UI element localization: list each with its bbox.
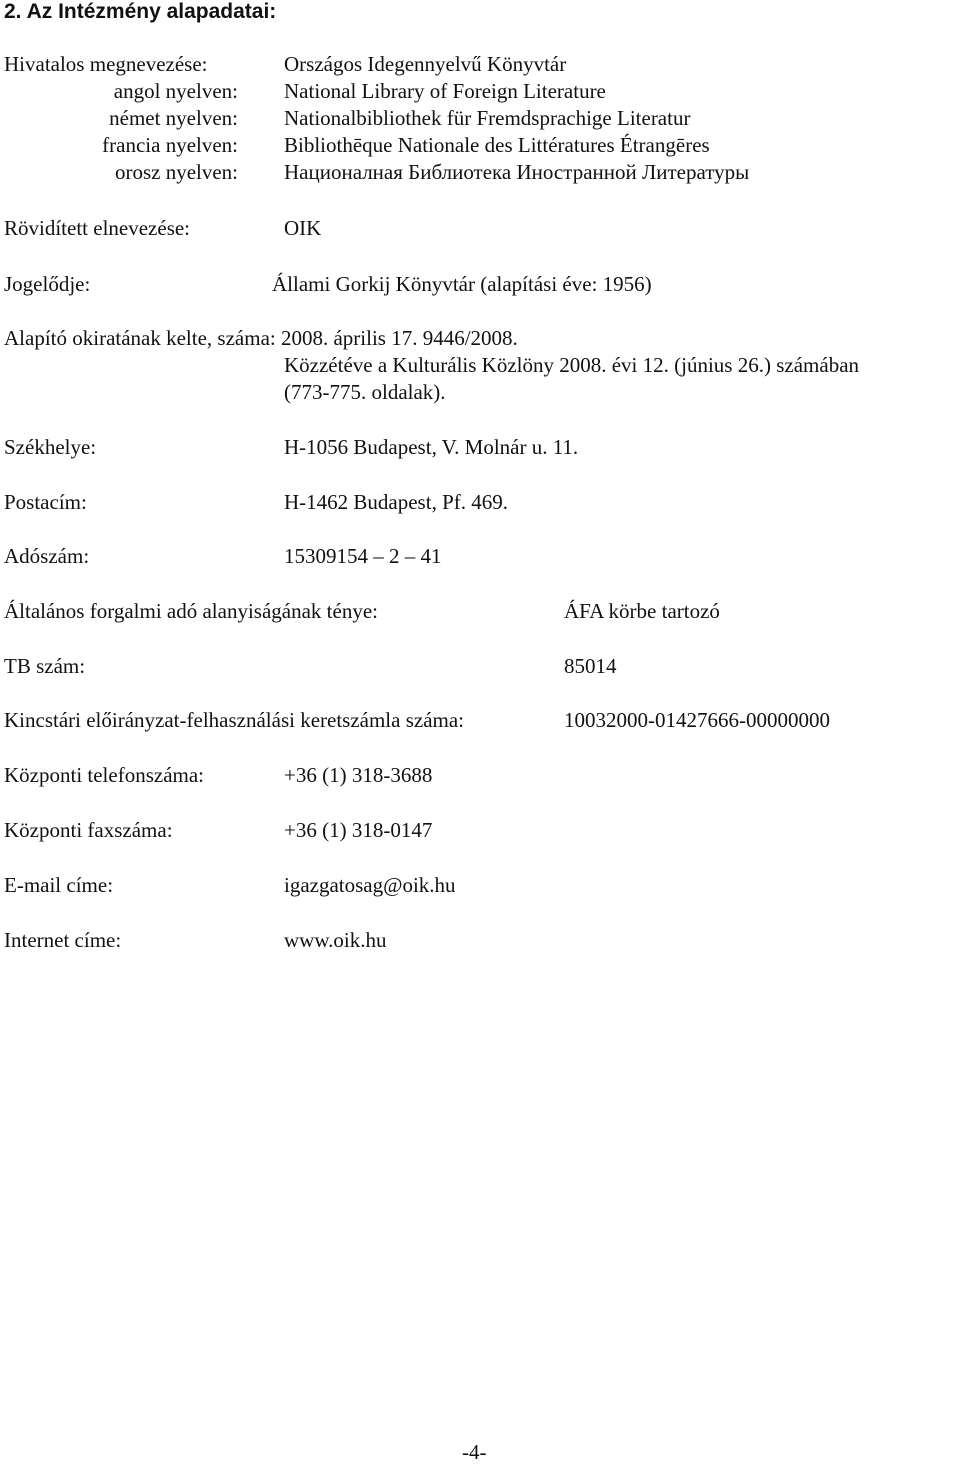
website-value[interactable]: www.oik.hu (284, 928, 387, 952)
tb-number-value: 85014 (564, 654, 617, 678)
fax-value: +36 (1) 318-0147 (284, 818, 433, 842)
tb-number-label: TB szám: (4, 654, 86, 678)
official-name-value: Országos Idegennyelvű Könyvtár (284, 52, 567, 76)
seat-label: Székhelye: (4, 435, 97, 459)
postal-value: H-1462 Budapest, Pf. 469. (284, 490, 508, 514)
email-label: E-mail címe: (4, 873, 114, 897)
treasury-account-value: 10032000-01427666-00000000 (564, 708, 830, 732)
email-value[interactable]: igazgatosag@oik.hu (284, 873, 456, 897)
german-name-value: Nationalbibliothek für Fremdsprachige Literatur (284, 106, 691, 130)
tax-number-label: Adószám: (4, 544, 90, 568)
fax-label: Központi faxszáma: (4, 818, 173, 842)
predecessor-value: Állami Gorkij Könyvtár (alapítási éve: 1956) (272, 272, 652, 296)
section-title: 2. Az Intézmény alapadatai: (4, 0, 277, 23)
predecessor-label: Jogelődje: (4, 272, 91, 296)
tax-number-value: 15309154 – 2 – 41 (284, 544, 442, 568)
english-name-value: National Library of Foreign Literature (284, 79, 606, 103)
english-name-label: angol nyelven: (113, 79, 238, 103)
seat-value: H-1056 Budapest, V. Molnár u. 11. (284, 435, 579, 459)
short-name-value: OIK (284, 216, 322, 240)
phone-value: +36 (1) 318-3688 (284, 763, 433, 787)
official-name-label: Hivatalos megnevezése: (4, 52, 208, 76)
publication-pages: (773-775. oldalak). (284, 380, 446, 404)
page-number: -4- (462, 1440, 487, 1464)
website-label: Internet címe: (4, 928, 122, 952)
russian-name-label: orosz nyelven: (114, 160, 238, 184)
short-name-label: Rövidített elnevezése: (4, 216, 191, 240)
vat-status-label: Általános forgalmi adó alanyiságának ténye: (4, 599, 378, 623)
vat-status-value: ÁFA körbe tartozó (564, 599, 720, 623)
phone-label: Központi telefonszáma: (4, 763, 205, 787)
french-name-label: francia nyelven: (102, 133, 238, 157)
french-name-value: Bibliothēque Nationale des Littératures Étrangēres (284, 133, 710, 157)
russian-name-value: Националная Библиотека Иностранной Литературы (284, 160, 750, 184)
publication-line: Közzétéve a Kulturális Közlöny 2008. évi 12. (június 26.) számában (284, 353, 860, 377)
treasury-account-label: Kincstári előirányzat-felhasználási keretszámla száma: (4, 708, 465, 732)
postal-label: Postacím: (4, 490, 87, 514)
founding-document-line: Alapító okiratának kelte, száma: 2008. április 17. 9446/2008. (4, 326, 518, 350)
german-name-label: német nyelven: (109, 106, 238, 130)
